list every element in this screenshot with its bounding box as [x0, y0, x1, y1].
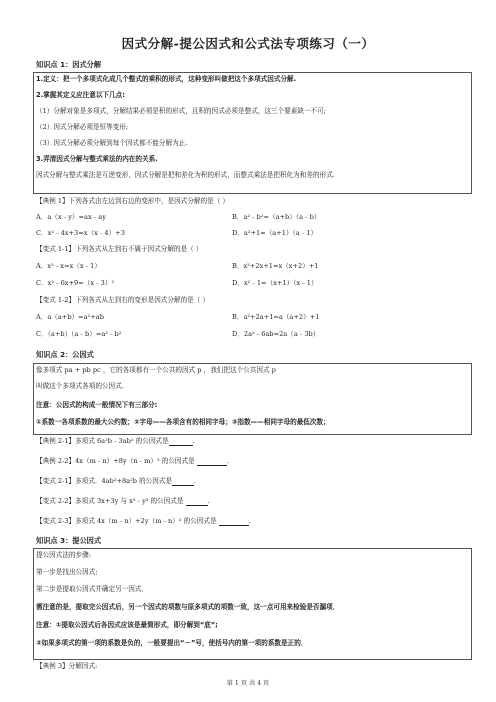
common-factor-parts: ①系数一各项系数的最大公约数；②字母——各项含有的相同字母；③指数——相同字母的最低次数； [36, 418, 330, 426]
example-2-2: 【典例 2-2】4x（m﹣n）+8y（n﹣m）² 的公因式是 . [36, 457, 229, 465]
common-factor-definition: 像多项式 pa + pb pc ，它的各项都有一个公共的因式 p ，我们把这个公共因式 p [36, 366, 276, 374]
points-heading: 2.掌握其定义应注意以下几点: [36, 91, 125, 99]
relation-text: 因式分解与整式乘法是互逆变形，因式分解是把和差化为积的形式，而整式乘法是把积化为和差的形式. [36, 171, 335, 179]
variant-1-1-option-c: C．x²﹣6x+9=（x﹣3）² [36, 279, 115, 287]
example-2-1: 【典例 2-1】多项式 6a²b﹣3ab² 的公因式是 . [36, 437, 195, 445]
example-1-option-a: A．a（x﹣y）=ax﹣ay [36, 213, 106, 221]
step-2: 第二步是提取公因式并确定另一因式． [36, 585, 149, 593]
example-1-option-c: C．x²﹣4x+3=x（x﹣4）+3 [36, 229, 125, 237]
variant-1-2-option-d: D．2a²﹣6ab=2a（a﹣3b） [232, 330, 320, 338]
variant-1-1-option-a: A．x²﹣x=x（x﹣1） [36, 262, 101, 270]
variant-2-2: 【变式 2-2】多项式 3x+3y 与 x²﹣y² 的公因式是 . [36, 497, 210, 505]
steps-heading: 提公因式法的步骤: [36, 551, 91, 559]
variant-2-3: 【变式 2-3】多项式 4x（m﹣n）+2y（m﹣n）² 的公因式是 . [36, 517, 251, 525]
variant-1-2-option-b: B．a²+2a+1=a（a+2）+1 [232, 313, 320, 321]
definition-line: 1.定义：把一个多项式化成几个整式的乘积的形式，这种变形叫做把这个多项式因式分解. [36, 75, 297, 83]
section-heading-1: 知识点 1：因式分解 [36, 60, 102, 69]
example-1-option-d: D．a²+1=（a+1）（a﹣1） [232, 229, 318, 237]
step-1: 第一步是找出公因式; [36, 568, 98, 576]
relation-heading: 3.弄清因式分解与整式乘法的内在的关系. [36, 155, 158, 163]
variant-1-2-option-a: A．a（a+b）=a²+ab [36, 313, 104, 321]
page-title: 因式分解-提公因式和公式法专项练习（一） [121, 36, 375, 51]
point-3: （3）因式分解必须分解到每个因式都不能分解为止. [36, 139, 188, 147]
example-1-option-b: B．a²﹣b²=（a+b）（a﹣b） [232, 213, 321, 221]
point-2: （2）因式分解必须是恒等变形; [36, 123, 129, 131]
variant-2-1: 【变式 2-1】多项式．4ab²+8a²b 的公因式是 . [36, 477, 197, 485]
example-3-question: 【典例 3】分解因式: [36, 662, 98, 670]
page-number: 第 1 页 共 4 页 [226, 680, 270, 687]
steps-note-1: 注意：①提取公因式后各因式应该是最简形式，即分解到“底”; [36, 621, 218, 629]
example-1-question: 【典例 1】下列各式由左边到右边的变形中，是因式分解的是（ ） [36, 197, 230, 205]
section-heading-2: 知识点 2：公因式 [36, 350, 94, 359]
steps-note-2: ②如果多项式的第一项的系数是负的，一般要提出“－”号，使括号内的第一项的系数是正的． [36, 639, 308, 647]
steps-caution: 需注意的是，提取完公因式后，另一个因式的项数与原多项式的项数一致，这一点可用来检验是否漏项． [36, 603, 340, 611]
common-factor-note: 注意：公因式的构成一般情况下有三部分: [36, 401, 158, 409]
variant-1-2-question: 【变式 1-2】下列各式从左到右的变形是因式分解的是（ ） [36, 296, 210, 304]
section-heading-3: 知识点 3：提公因式 [36, 536, 102, 545]
common-factor-definition-cont: 叫做这个多项式各项的公因式. [36, 382, 124, 390]
point-1: （1）分解对象是多项式，分解结果必须是积的形式，且积的因式必须是整式，这三个要素缺一不可; [36, 107, 326, 115]
variant-1-1-option-b: B．x²+2x+1=x（x+2）+1 [232, 262, 319, 270]
variant-1-1-option-d: D．x²﹣1=（x+1）（x﹣1） [232, 279, 318, 287]
variant-1-1-question: 【变式 1-1】下列各式从左到右不属于因式分解的是（ ） [36, 245, 203, 253]
variant-1-2-option-c: C．（a+b）（a﹣b）=a²﹣b² [36, 330, 122, 338]
